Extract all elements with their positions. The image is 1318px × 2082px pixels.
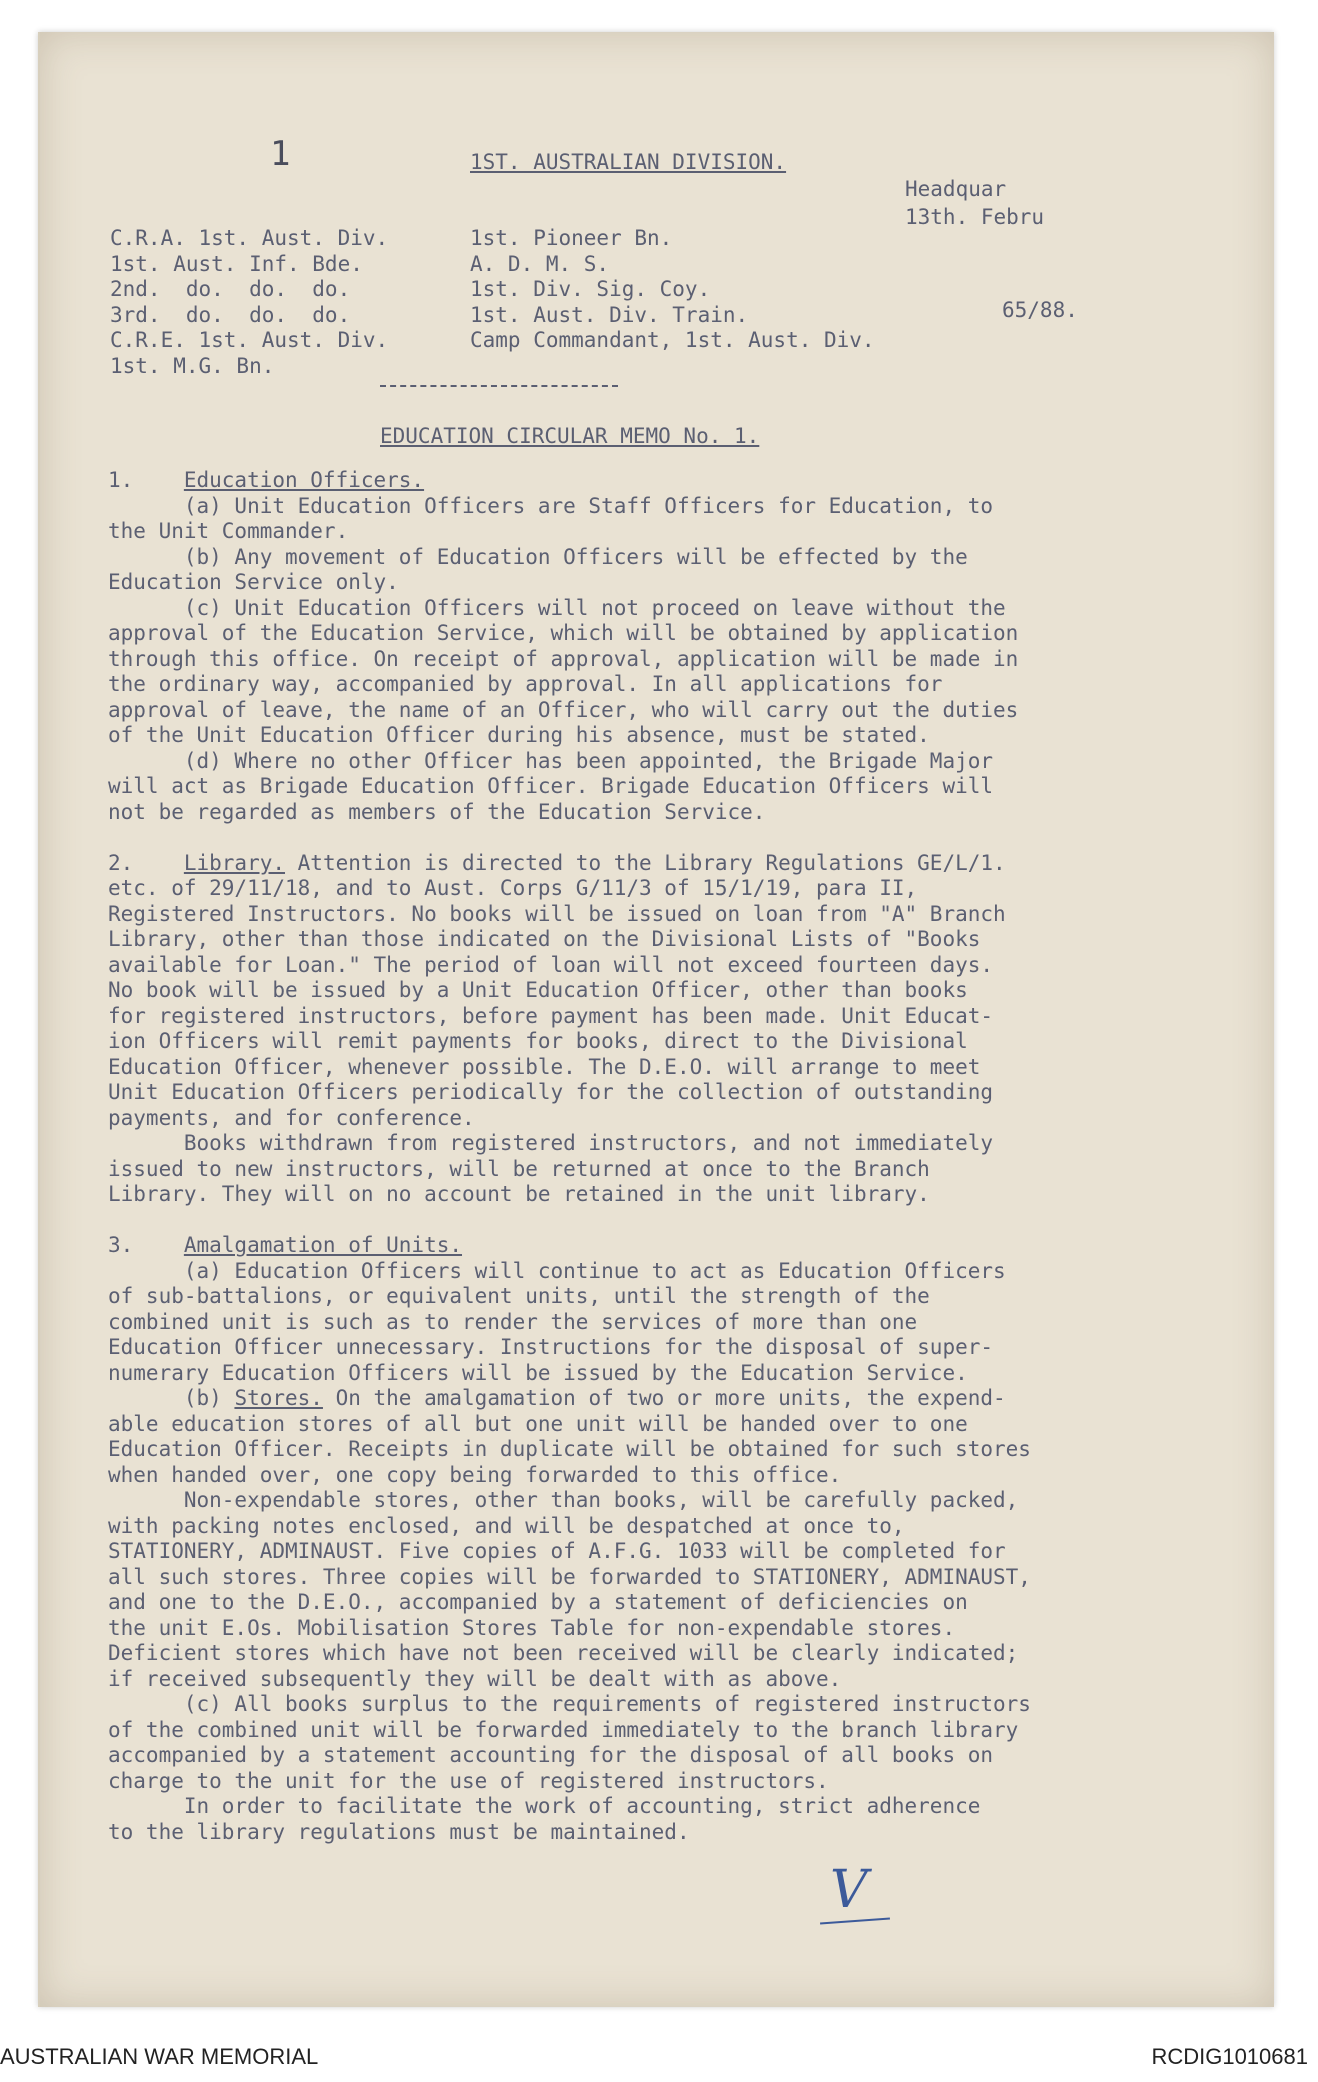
handwritten-mark: V: [830, 1860, 868, 1920]
section-3-text-a: (a) Education Officers will continue to act as Education Officers of sub-battalions, or equivalent units, until the strength of the combined unit is such as to render the services of more than one Education Officer unnecessary. Instructions for the disposal of super- numerary Education Officers will be issued by the Education Service. (b): [108, 1258, 1006, 1410]
divider-line: [380, 385, 618, 387]
addressee: C.R.E. 1st. Aust. Div.: [110, 328, 389, 352]
stores-heading: Stores.: [234, 1386, 323, 1410]
section-2-number: 2.: [108, 850, 184, 875]
addressee: 1st. Aust. Inf. Bde.: [110, 251, 363, 276]
addressees-right: [470, 226, 875, 354]
addressee: C.R.A. 1st. Aust. Div.: [110, 226, 389, 250]
footer-source: AUSTRALIAN WAR MEMORIAL: [0, 2044, 319, 2069]
addressee: 1st. Div. Sig. Coy.: [470, 277, 711, 301]
headquarters-block: [905, 175, 1044, 231]
addressee: Camp Commandant, 1st. Aust. Div.: [470, 328, 875, 352]
reference-number: 65/88.: [1002, 298, 1078, 322]
addressee: 1st. M.G. Bn.: [110, 353, 275, 378]
division-heading: 1ST. AUSTRALIAN DIVISION.: [470, 150, 787, 174]
hq-place: Headquar: [905, 177, 1007, 201]
footer-identifier: RCDIG1010681: [1151, 2044, 1308, 2069]
addressee: 1st. Aust. Div. Train.: [470, 302, 749, 327]
addressee: 1st. Pioneer Bn.: [470, 226, 673, 250]
addressee: 2nd. do. do. do.: [110, 277, 351, 301]
section-1-heading: Education Officers.: [183, 468, 425, 492]
section-2-text: Attention is directed to the Library Regulations GE/L/1. etc. of 29/11/18, and to Aust. Corps G/11/3 of 15/1/19, para II, Registered Instructors. No books will be issued on loan from "A" Branch Library, other than those indicated on the Divisional Lists of "Books available for Loan." The period of loan will not exceed fourteen days. No book will be issued by a Unit Education Officer, other than books for registered instructors, before payment has been made. Unit Educat- ion Officers will remit payments for books, direct to the Divisional Education Officer, whenever possible. The D.E.O. will arrange to meet Unit Education Officers periodically for the collection of outstanding payments, and for conference. Books withdrawn from registered instructors, and not immediately issued to new instructors, will be returned at once to the Branch Library. They will on no account be retained in the unit library.: [108, 850, 1006, 1206]
addressee: 3rd. do. do. do.: [110, 302, 351, 327]
section-2-heading: Library.: [183, 850, 286, 875]
section-3-number: 3.: [108, 1233, 184, 1257]
memo-title: EDUCATION CIRCULAR MEMO No. 1.: [380, 424, 760, 448]
addressees-left: [110, 226, 388, 379]
addressee: A. D. M. S.: [470, 251, 610, 276]
hq-date: 13th. Febru: [905, 205, 1045, 229]
section-3-heading: Amalgamation of Units.: [183, 1233, 463, 1257]
section-1-number: 1.: [108, 468, 184, 492]
memo-body: [108, 468, 1031, 1845]
page-number: 1: [270, 134, 291, 174]
section-1-text: (a) Unit Education Officers are Staff Officers for Education, to the Unit Commander. (b) Any movement of Education Officers will be effected by the Education Service only. (c) Unit Education Officers will not proceed on leave without the approval of the Education Service, which will be obtained by application through this office. On receipt of approval, application will be made in the ordinary way, accompanied by approval. In all applications for approval of leave, the name of an Officer, who will carry out the duties of the Unit Education Officer during his absence, must be stated. (d) Where no other Officer has been appointed, the Brigade Major will act as Brigade Education Officer. Brigade Education Officers will not be regarded as members of the Education Service.: [108, 493, 1019, 824]
section-3-text-b: On the amalgamation of two or more units, the expend- able education stores of all but one unit will be handed over to one Education Officer. Receipts in duplicate will be obtained for such stores when handed over, one copy being forwarded to this office. Non-expendable stores, other than books, will be carefully packed, with packing notes enclosed, and will be despatched at once to, STATIONERY, ADMINAUST. Five copies of A.F.G. 1033 will be completed for all such stores. Three copies will be forwarded to STATIONERY, ADMINAUST, and one to the D.E.O., accompanied by a statement of deficiencies on the unit E.Os. Mobilisation Stores Table for non-expendable stores. Deficient stores which have not been received will be clearly indicated; if received subsequently they will be dealt with as above. (c) All books surplus to the requirements of registered instructors of the combined unit will be forwarded immediately to the branch library accompanied by a statement accounting for the disposal of all books on charge to the unit for the use of registered instructors. In order to facilitate the work of accounting, strict adherence to the library regulations must be maintained.: [108, 1386, 1031, 1844]
